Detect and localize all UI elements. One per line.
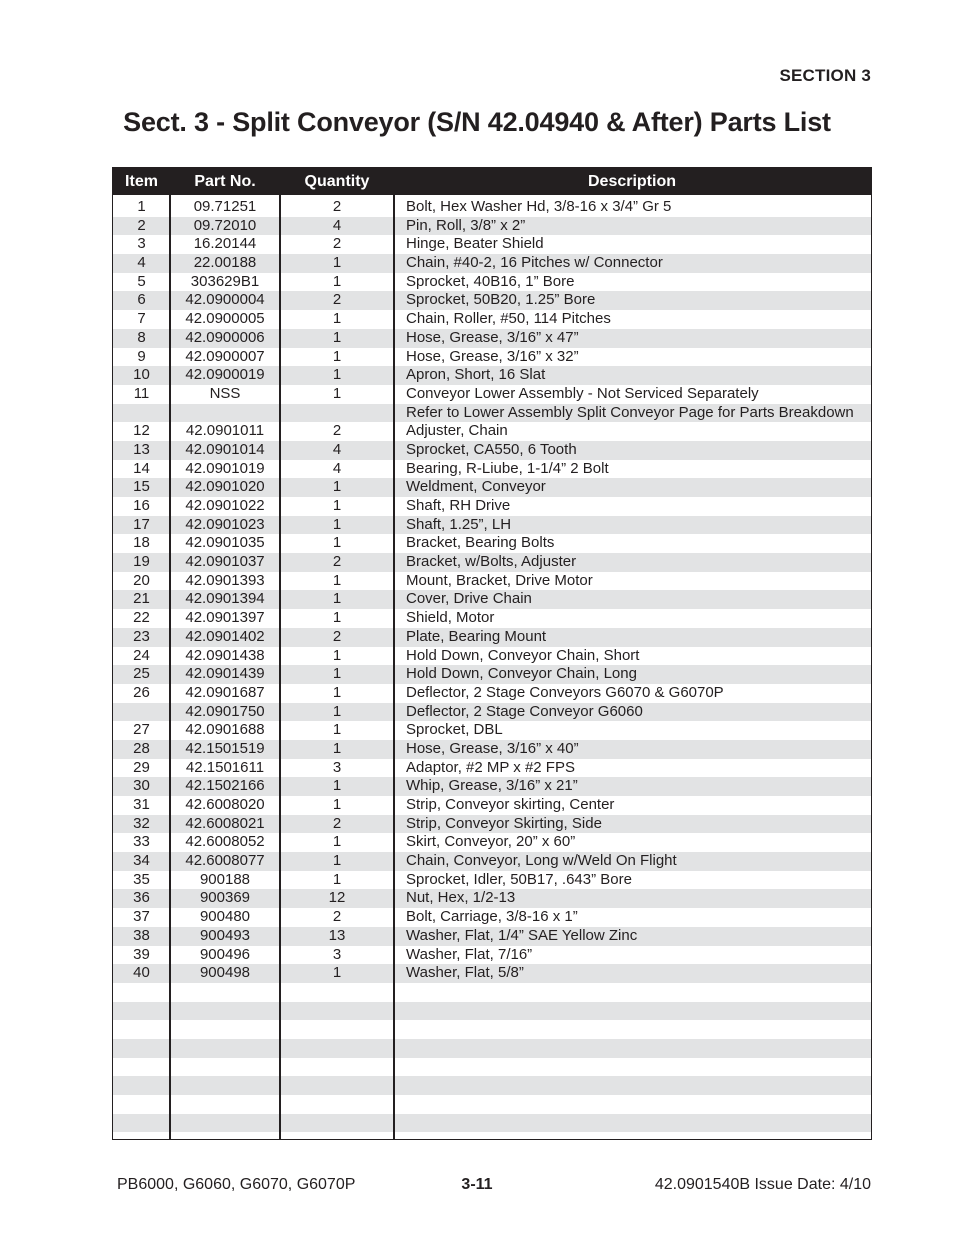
table-row — [113, 796, 871, 815]
table-row — [113, 1076, 871, 1095]
quantity-cell: 3 — [332, 758, 342, 776]
part-number-cell: 42.0900004 — [185, 291, 265, 309]
description-cell: Chain, Conveyor, Long w/Weld On Flight — [406, 852, 677, 870]
table-row — [113, 684, 871, 703]
part-number-cell: 42.6008077 — [185, 852, 265, 870]
part-number-cell: 42.0901687 — [185, 683, 265, 701]
column-header-part-no: Part No. — [194, 173, 256, 190]
footer-models: PB6000, G6060, G6070, G6070P — [117, 1176, 356, 1193]
quantity-cell: 13 — [328, 926, 346, 944]
description-cell: Refer to Lower Assembly Split Conveyor Page for Parts Breakdown — [406, 403, 854, 421]
item-cell: 9 — [137, 347, 146, 365]
quantity-cell: 1 — [332, 497, 342, 514]
description-cell: Bearing, R-Liube, 1-1/4” 2 Bolt — [406, 459, 609, 477]
column-header-quantity: Quantity — [304, 173, 370, 190]
item-cell: 36 — [133, 889, 150, 907]
part-number-cell: 42.0901393 — [185, 571, 265, 589]
item-cell: 34 — [133, 852, 150, 870]
column-divider — [169, 168, 171, 1139]
item-cell: 26 — [133, 683, 150, 701]
table-row — [113, 908, 871, 927]
item-cell: 10 — [133, 366, 150, 384]
description-cell: Strip, Conveyor skirting, Center — [406, 796, 615, 813]
quantity-cell: 1 — [332, 777, 342, 795]
table-row — [113, 235, 871, 254]
part-number-cell: 900498 — [199, 964, 251, 982]
part-number-cell: 42.0901037 — [185, 553, 265, 571]
part-number-cell: 42.0901023 — [185, 515, 265, 533]
part-number-cell: 900496 — [199, 945, 251, 963]
item-cell: 32 — [133, 814, 150, 832]
quantity-cell: 1 — [332, 384, 342, 402]
description-cell: Strip, Conveyor Skirting, Side — [406, 814, 602, 832]
description-cell: Deflector, 2 Stage Conveyor G6060 — [406, 702, 643, 720]
item-cell: 3 — [137, 235, 146, 253]
part-number-cell: 900493 — [199, 926, 251, 944]
table-row — [113, 628, 871, 647]
table-header — [113, 168, 871, 195]
item-cell: 8 — [137, 328, 146, 346]
item-cell: 25 — [133, 665, 150, 683]
table-row — [113, 329, 871, 348]
description-cell: Sprocket, 50B20, 1.25” Bore — [406, 291, 596, 309]
part-number-cell: 42.1501519 — [185, 739, 265, 757]
part-number-cell: 42.6008052 — [185, 833, 265, 851]
description-cell: Nut, Hex, 1/2-13 — [406, 889, 516, 907]
item-cell: 21 — [133, 590, 150, 608]
quantity-cell: 2 — [332, 291, 342, 309]
quantity-cell: 1 — [332, 515, 342, 533]
description-cell: Sprocket, DBL — [406, 721, 503, 739]
part-number-cell: 16.20144 — [193, 235, 257, 253]
item-cell: 30 — [133, 777, 150, 795]
part-number-cell: 42.0901438 — [185, 646, 265, 664]
parts-table — [112, 167, 872, 1140]
description-cell: Washer, Flat, 5/8” — [406, 964, 524, 982]
item-cell: 39 — [133, 945, 150, 963]
part-number-cell: 900480 — [199, 908, 251, 926]
part-number-cell: 42.0901394 — [185, 590, 265, 608]
description-cell: Hose, Grease, 3/16” x 47” — [406, 328, 579, 346]
description-cell: Cover, Drive Chain — [406, 590, 532, 608]
table-row — [113, 273, 871, 292]
part-number-cell: 42.6008021 — [185, 814, 265, 832]
item-cell: 15 — [133, 478, 150, 496]
quantity-cell: 2 — [332, 553, 342, 571]
quantity-cell: 1 — [332, 254, 342, 272]
quantity-cell: 2 — [332, 814, 342, 832]
table-row — [113, 198, 871, 217]
table-row — [113, 777, 871, 796]
quantity-cell: 4 — [332, 216, 342, 234]
table-row — [113, 1058, 871, 1077]
part-number-cell: 22.00188 — [193, 254, 257, 272]
item-cell: 5 — [137, 272, 146, 290]
item-cell: 27 — [133, 721, 150, 739]
description-cell: Whip, Grease, 3/16” x 21” — [406, 777, 578, 795]
quantity-cell: 1 — [332, 272, 342, 290]
part-number-cell: 42.0901439 — [185, 665, 265, 683]
table-row — [113, 1095, 871, 1114]
description-cell: Bolt, Carriage, 3/8-16 x 1” — [406, 908, 578, 926]
quantity-cell: 1 — [332, 478, 342, 496]
table-row — [113, 1002, 871, 1021]
table-row — [113, 1020, 871, 1039]
description-cell: Mount, Bracket, Drive Motor — [406, 571, 593, 589]
item-cell: 13 — [133, 440, 150, 458]
quantity-cell: 1 — [332, 310, 342, 328]
table-row — [113, 404, 871, 423]
column-header-item: Item — [125, 173, 158, 190]
item-cell: 4 — [137, 254, 146, 272]
quantity-cell: 4 — [332, 459, 342, 477]
quantity-cell: 1 — [332, 833, 342, 851]
description-cell: Washer, Flat, 7/16” — [406, 945, 533, 963]
description-cell: Deflector, 2 Stage Conveyors G6070 & G6070P — [406, 683, 724, 701]
description-cell: Sprocket, CA550, 6 Tooth — [406, 440, 577, 458]
part-number-cell: NSS — [209, 384, 241, 402]
table-row — [113, 385, 871, 404]
table-row — [113, 291, 871, 310]
description-cell: Hinge, Beater Shield — [406, 235, 544, 253]
footer-page-number: 3-11 — [461, 1176, 493, 1193]
section-label: SECTION 3 — [779, 66, 871, 85]
table-row — [113, 572, 871, 591]
quantity-cell: 1 — [332, 590, 342, 608]
description-cell: Washer, Flat, 1/4” SAE Yellow Zinc — [406, 926, 638, 944]
table-body — [113, 198, 871, 1140]
part-number-cell: 42.0901402 — [185, 627, 265, 645]
table-row — [113, 1132, 871, 1140]
part-number-cell: 42.0901397 — [185, 609, 265, 627]
column-divider — [393, 168, 395, 1139]
item-cell: 7 — [137, 310, 146, 328]
table-row — [113, 310, 871, 329]
description-cell: Shaft, 1.25”, LH — [406, 515, 512, 533]
quantity-cell: 1 — [332, 665, 342, 683]
table-row — [113, 422, 871, 441]
quantity-cell: 1 — [332, 683, 342, 701]
part-number-cell: 42.0901035 — [185, 534, 265, 552]
description-cell: Adjuster, Chain — [406, 422, 508, 440]
part-number-cell: 42.0901688 — [185, 721, 265, 739]
quantity-cell: 1 — [332, 328, 342, 346]
description-cell: Chain, Roller, #50, 114 Pitches — [406, 310, 611, 328]
description-cell: Sprocket, Idler, 50B17, .643” Bore — [406, 870, 632, 888]
table-row — [113, 703, 871, 722]
quantity-cell: 1 — [332, 796, 342, 813]
footer-doc-info: 42.0901540B Issue Date: 4/10 — [654, 1176, 871, 1193]
quantity-cell: 2 — [332, 627, 342, 645]
description-cell: Bolt, Hex Washer Hd, 3/8-16 x 3/4” Gr 5 — [406, 198, 672, 215]
item-cell: 22 — [133, 609, 150, 627]
quantity-cell: 1 — [332, 646, 342, 664]
item-cell: 29 — [133, 758, 150, 776]
part-number-cell: 900369 — [199, 889, 251, 907]
description-cell: Sprocket, 40B16, 1” Bore — [406, 272, 575, 290]
description-cell: Hold Down, Conveyor Chain, Long — [406, 665, 637, 683]
description-cell: Apron, Short, 16 Slat — [406, 366, 546, 384]
quantity-cell: 2 — [332, 198, 342, 215]
quantity-cell: 1 — [332, 964, 342, 982]
table-row — [113, 460, 871, 479]
table-row — [113, 254, 871, 273]
table-row — [113, 534, 871, 553]
part-number-cell: 09.71251 — [193, 198, 257, 215]
quantity-cell: 1 — [332, 534, 342, 552]
item-cell: 24 — [133, 646, 150, 664]
item-cell: 18 — [133, 534, 150, 552]
table-row — [113, 927, 871, 946]
table-row — [113, 889, 871, 908]
item-cell: 23 — [133, 627, 150, 645]
quantity-cell: 3 — [332, 945, 342, 963]
item-cell: 11 — [133, 384, 150, 402]
table-row — [113, 478, 871, 497]
part-number-cell: 42.0901014 — [185, 440, 265, 458]
table-row — [113, 441, 871, 460]
table-row — [113, 516, 871, 535]
item-cell: 38 — [133, 926, 150, 944]
description-cell: Bracket, w/Bolts, Adjuster — [406, 553, 577, 571]
table-row — [113, 983, 871, 1002]
quantity-cell: 1 — [332, 347, 342, 365]
table-row — [113, 871, 871, 890]
quantity-cell: 1 — [332, 366, 342, 384]
part-number-cell: 42.0901022 — [185, 497, 265, 514]
part-number-cell: 42.1501611 — [185, 758, 265, 776]
description-cell: Bracket, Bearing Bolts — [406, 534, 555, 552]
item-cell: 33 — [133, 833, 150, 851]
description-cell: Skirt, Conveyor, 20” x 60” — [406, 833, 576, 851]
item-cell: 14 — [133, 459, 150, 477]
part-number-cell: 42.0900005 — [185, 310, 265, 328]
table-row — [113, 721, 871, 740]
item-cell: 31 — [133, 796, 150, 813]
part-number-cell: 303629B1 — [190, 272, 260, 290]
quantity-cell: 1 — [332, 870, 342, 888]
table-row — [113, 852, 871, 871]
quantity-cell: 12 — [328, 889, 346, 907]
item-cell: 20 — [133, 571, 150, 589]
description-cell: Hose, Grease, 3/16” x 32” — [406, 347, 579, 365]
part-number-cell: 42.0900019 — [185, 366, 265, 384]
table-row — [113, 553, 871, 572]
description-cell: Adaptor, #2 MP x #2 FPS — [406, 758, 575, 776]
table-row — [113, 647, 871, 666]
table-row — [113, 946, 871, 965]
part-number-cell: 42.0900007 — [185, 347, 265, 365]
item-cell: 19 — [133, 553, 150, 571]
item-cell: 2 — [137, 216, 146, 234]
column-header-description: Description — [587, 173, 676, 190]
item-cell: 1 — [137, 198, 146, 215]
quantity-cell: 1 — [332, 702, 342, 720]
item-cell: 17 — [133, 515, 150, 533]
part-number-cell: 42.0901020 — [185, 478, 265, 496]
item-cell: 16 — [133, 497, 150, 514]
part-number-cell: 42.0900006 — [185, 328, 265, 346]
item-cell: 35 — [133, 870, 150, 888]
quantity-cell: 1 — [332, 739, 342, 757]
table-row — [113, 609, 871, 628]
description-cell: Plate, Bearing Mount — [406, 627, 547, 645]
item-cell: 37 — [133, 908, 150, 926]
part-number-cell: 900188 — [199, 870, 251, 888]
table-row — [113, 815, 871, 834]
item-cell: 12 — [133, 422, 150, 440]
item-cell: 6 — [137, 291, 146, 309]
table-row — [113, 348, 871, 367]
item-cell: 40 — [133, 964, 150, 982]
description-cell: Hose, Grease, 3/16” x 40” — [406, 739, 579, 757]
table-row — [113, 964, 871, 983]
part-number-cell: 09.72010 — [193, 216, 257, 234]
description-cell: Chain, #40-2, 16 Pitches w/ Connector — [406, 254, 663, 272]
part-number-cell: 42.1502166 — [185, 777, 265, 795]
table-row — [113, 590, 871, 609]
description-cell: Shaft, RH Drive — [406, 497, 511, 514]
quantity-cell: 1 — [332, 852, 342, 870]
part-number-cell: 42.0901011 — [185, 422, 265, 440]
quantity-cell: 1 — [332, 721, 342, 739]
table-row — [113, 217, 871, 236]
table-row — [113, 497, 871, 516]
quantity-cell: 2 — [332, 422, 342, 440]
description-cell: Weldment, Conveyor — [406, 478, 546, 496]
part-number-cell: 42.6008020 — [185, 796, 265, 813]
part-number-cell: 42.0901750 — [185, 702, 265, 720]
table-row — [113, 1039, 871, 1058]
quantity-cell: 1 — [332, 609, 342, 627]
table-row — [113, 759, 871, 778]
description-cell: Shield, Motor — [406, 609, 495, 627]
description-cell: Pin, Roll, 3/8” x 2” — [406, 216, 526, 234]
description-cell: Hold Down, Conveyor Chain, Short — [406, 646, 640, 664]
page-title: Sect. 3 - Split Conveyor (S/N 42.04940 & After) Parts List — [123, 107, 831, 137]
table-row — [113, 833, 871, 852]
quantity-cell: 2 — [332, 908, 342, 926]
table-row — [113, 740, 871, 759]
quantity-cell: 2 — [332, 235, 342, 253]
table-row — [113, 366, 871, 385]
item-cell: 28 — [133, 739, 150, 757]
quantity-cell: 1 — [332, 571, 342, 589]
table-row — [113, 1114, 871, 1133]
column-divider — [279, 168, 281, 1139]
part-number-cell: 42.0901019 — [185, 459, 265, 477]
quantity-cell: 4 — [332, 440, 342, 458]
table-row — [113, 665, 871, 684]
description-cell: Conveyor Lower Assembly - Not Serviced Separately — [406, 384, 759, 402]
